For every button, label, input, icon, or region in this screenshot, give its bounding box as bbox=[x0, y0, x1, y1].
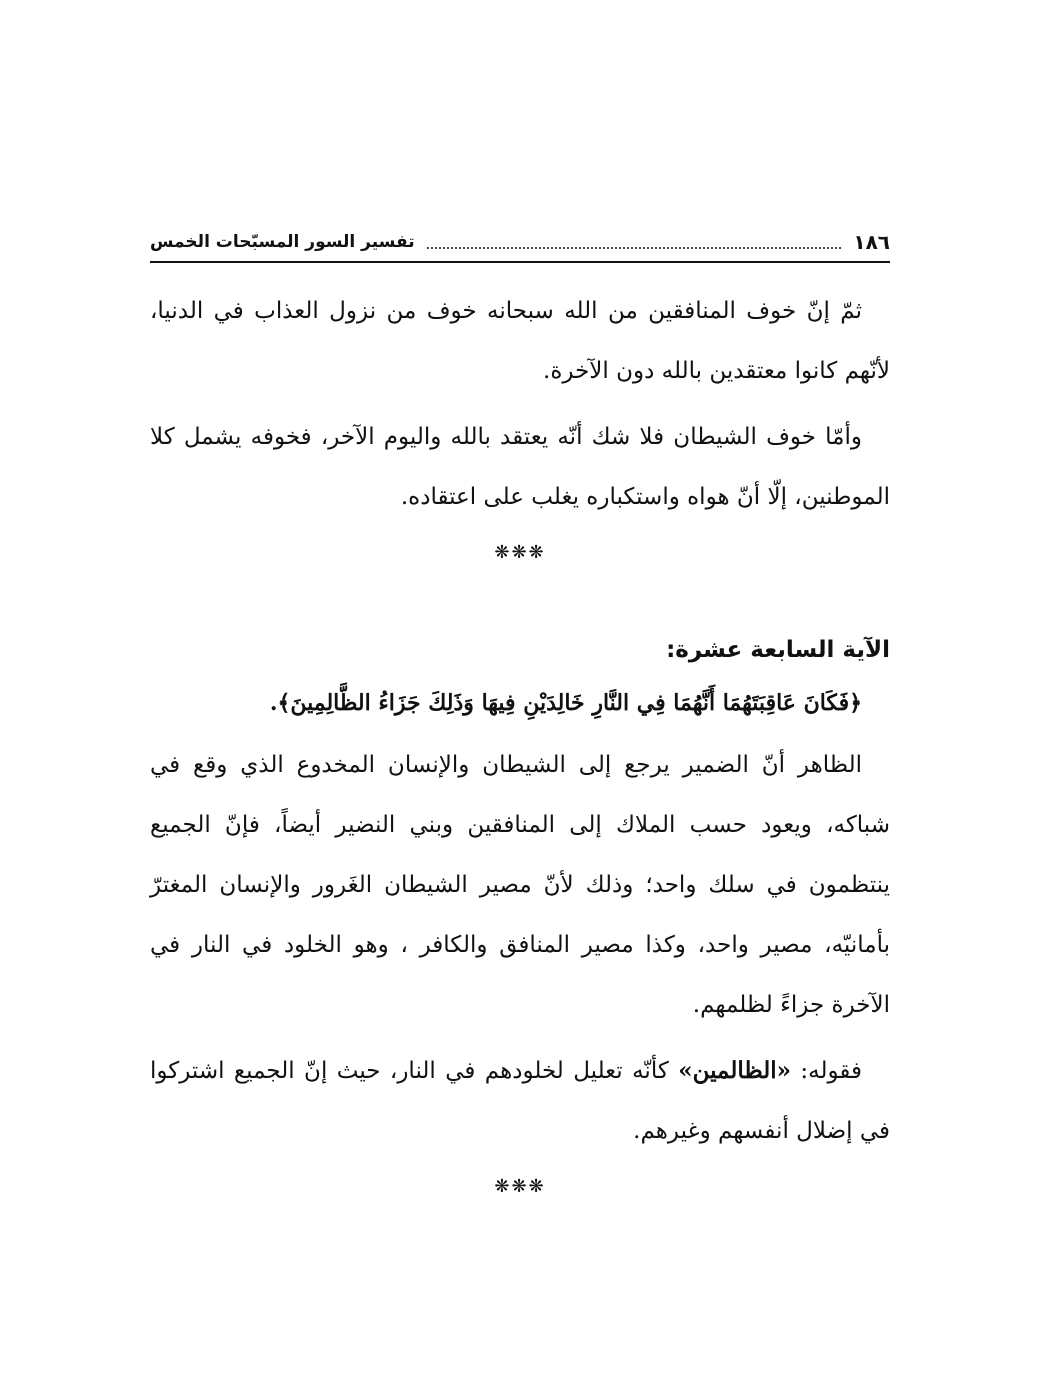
section-heading: الآية السابعة عشرة: bbox=[666, 637, 890, 663]
book-title: تفسير السور المسبّحات الخمس bbox=[150, 232, 415, 252]
page-number: ١٨٦ bbox=[853, 230, 890, 254]
paragraph-4-prefix: فقوله: bbox=[790, 1058, 862, 1084]
running-header bbox=[150, 225, 890, 259]
section-separator: ❋❋❋ bbox=[494, 542, 546, 563]
paragraph-2: وأمّا خوف الشيطان فلا شك أنّه يعتقد بالله واليوم الآخر، فخوفه يشمل كلا الموطنين، إلّا أنّ هواه واستكباره يغلب على اعتقاده. bbox=[150, 424, 890, 510]
page bbox=[150, 225, 890, 1259]
paragraph-1: ثمّ إنّ خوف المنافقين من الله سبحانه خوف من نزول العذاب في الدنيا، لأنّهم كانوا معتقدين بالله دون الآخرة. bbox=[150, 298, 890, 384]
quoted-word: «الظالمين» bbox=[678, 1057, 791, 1084]
paragraph-4-rest: كأنّه تعليل لخلودهم في النار، حيث إنّ الجميع اشتركوا في إضلال أنفسهم وغيرهم. bbox=[150, 1058, 890, 1144]
dotted-leader bbox=[427, 235, 842, 249]
header-rule bbox=[150, 261, 890, 263]
paragraph-4 bbox=[150, 1041, 890, 1161]
end-separator: ❋❋❋ bbox=[494, 1176, 546, 1197]
paragraph-3: الظاهر أنّ الضمير يرجع إلى الشيطان والإنسان المخدوع الذي وقع في شباكه، ويعود حسب الملاك إلى المنافقين وبني النضير أيضاً، فإنّ الجميع ينتظمون في سلك واحد؛ وذلك لأنّ مصير الشيطان الغَرور والإنسان المغترّ بأمانيّه، مصير واحد، وكذا مصير المنافق والكافر ، وهو الخلود في النار في الآخرة جزاءً لظلمهم. bbox=[150, 752, 890, 1018]
quran-verse: ﴿فَكَانَ عَاقِبَتَهُمَا أَنَّهُمَا فِي النَّارِ خَالِدَيْنِ فِيهَا وَذَلِكَ جَزَاءُ الظَّالِمِينَ﴾. bbox=[269, 690, 862, 716]
